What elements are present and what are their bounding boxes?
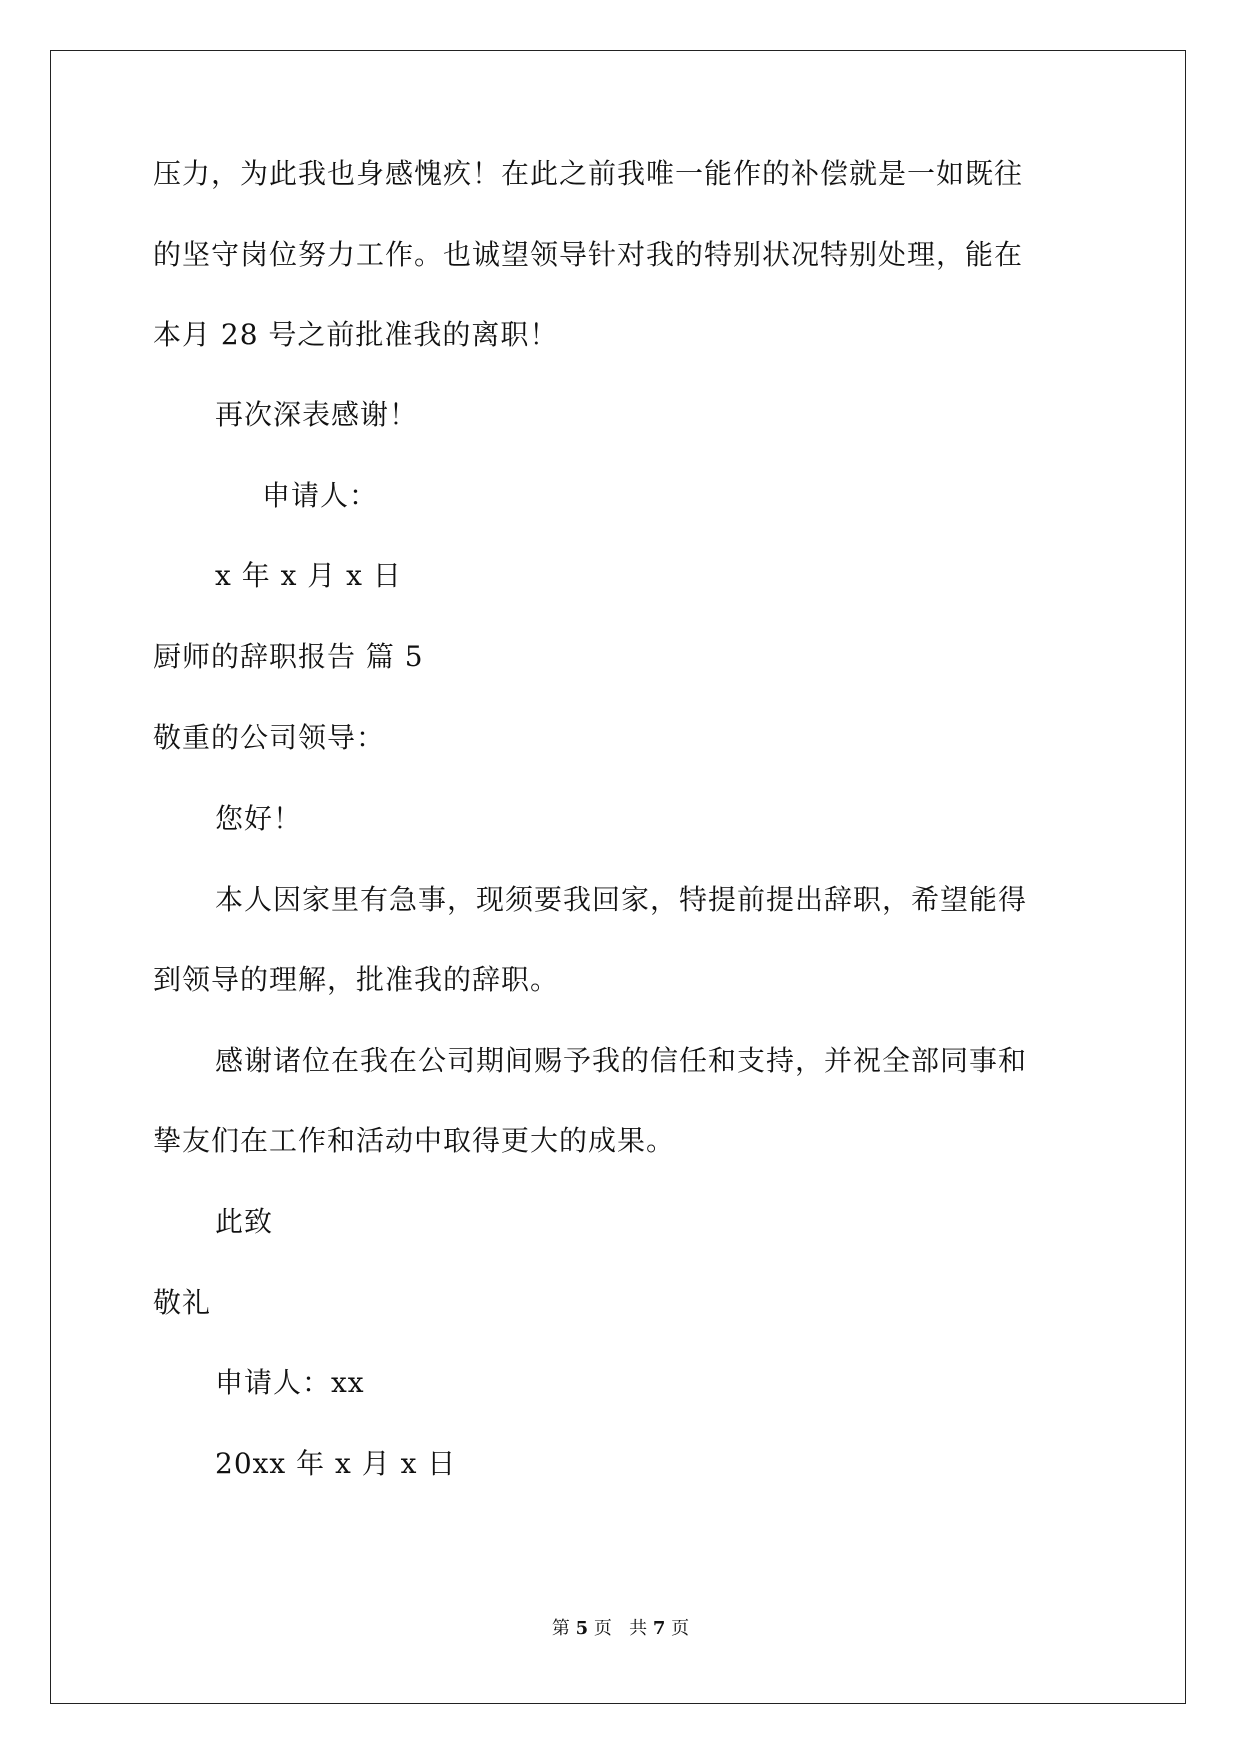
section-heading: 厨师的辞职报告 篇 5 [153, 640, 424, 673]
closing-line-2: 敬礼 [153, 1286, 212, 1319]
body-line-4: 本人因家里有急事，现须要我回家，特提前提出辞职，希望能得 [215, 883, 1028, 916]
footer-total-prefix: 共 [629, 1618, 648, 1639]
applicant-line-1: 申请人： [262, 479, 379, 512]
body-line-3: 本月 28 号之前批准我的离职！ [153, 318, 559, 351]
date-line-2: 20xx 年 x 月 x 日 [215, 1447, 457, 1480]
salutation: 敬重的公司领导： [153, 721, 386, 754]
footer-page-suffix: 页 [593, 1618, 612, 1639]
page-footer [0, 1618, 1241, 1640]
body-line-5: 到领导的理解，批准我的辞职。 [153, 963, 560, 996]
closing-line-1: 此致 [215, 1205, 274, 1238]
body-line-1: 压力，为此我也身感愧疚！在此之前我唯一能作的补偿就是一如既往 [153, 157, 1024, 190]
body-line-2: 的坚守岗位努力工作。也诚望领导针对我的特别状况特别处理，能在 [153, 238, 1024, 271]
footer-prefix: 第 [551, 1618, 570, 1639]
greeting: 您好！ [215, 802, 303, 835]
body-line-7: 挚友们在工作和活动中取得更大的成果。 [153, 1124, 676, 1157]
footer-total-suffix: 页 [671, 1618, 690, 1639]
footer-page-number: 5 [575, 1618, 589, 1639]
date-line-1: x 年 x 月 x 日 [215, 559, 402, 592]
body-line-6: 感谢诸位在我在公司期间赐予我的信任和支持，并祝全部同事和 [215, 1044, 1028, 1077]
footer-total-pages: 7 [652, 1618, 666, 1639]
thanks-line: 再次深表感谢！ [215, 398, 419, 431]
applicant-line-2: 申请人：xx [215, 1366, 365, 1399]
